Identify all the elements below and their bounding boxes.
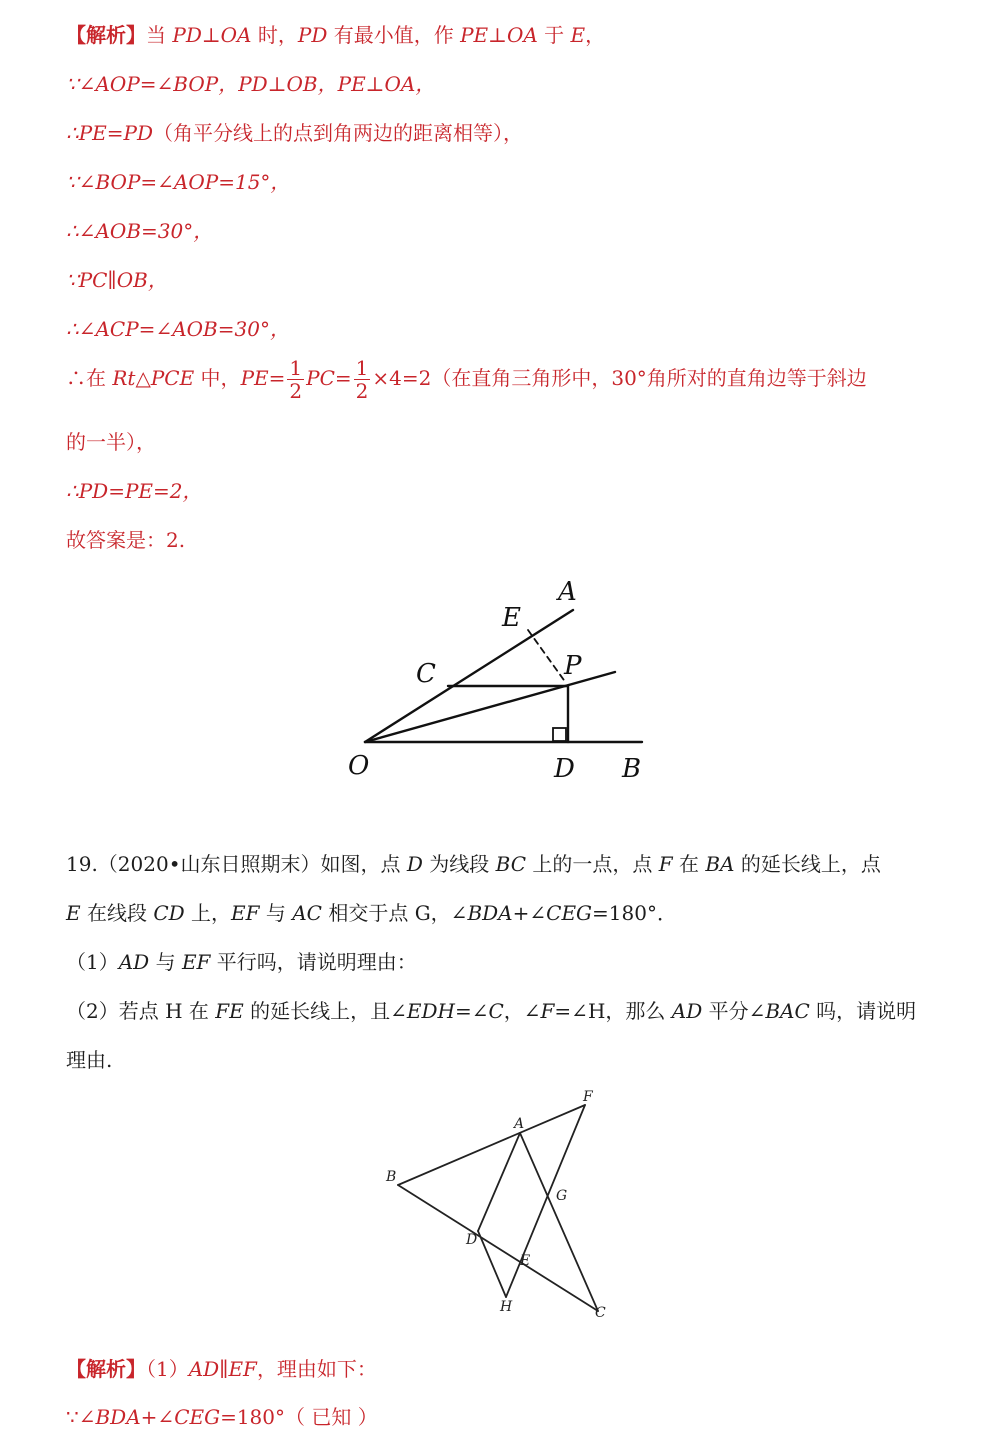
figure-angle-bisector xyxy=(340,570,680,790)
fraction-half-2: $\frac{1}{2}$ xyxy=(355,356,369,403)
problem19-line2: E 在线段 CD 上，EF 与 AC 相交于点 G，∠BDA+∠CEG=180°． xyxy=(66,901,677,925)
label-e: E xyxy=(520,1253,531,1269)
label-e: E xyxy=(502,603,521,633)
solution18-line7: ∴∠ACP=∠AOB=30°， xyxy=(66,317,290,341)
problem19-part2-cont: 理由. xyxy=(66,1048,113,1072)
solution18-line3: ∴PE=PD（角平分线上的点到角两边的距离相等）， xyxy=(66,121,524,145)
problem19-part1: （1）AD 与 EF 平行吗，请说明理由： xyxy=(66,950,417,974)
fraction-half-1: $\frac{1}{2}$ xyxy=(289,356,303,403)
solution18-line8: ∴在 Rt△PCE 中，PE= $\frac{1}{2}$ PC= $\frac{1}{2}$ ×4=2（在直角三角形中，30°角所对的直角边等于斜边 xyxy=(66,356,867,403)
solution18-line2: ∵∠AOP=∠BOP，PD⊥OB，PE⊥OA， xyxy=(66,72,436,96)
label-p: P xyxy=(564,651,582,681)
label-c: C xyxy=(595,1305,606,1321)
solution18-line11: 故答案是：2. xyxy=(66,528,186,552)
label-d: D xyxy=(466,1232,478,1248)
line-ac xyxy=(520,1133,598,1311)
label-f: F xyxy=(583,1089,593,1105)
solution19-line1: 【解析】（1）AD∥EF，理由如下： xyxy=(66,1357,377,1381)
line-oa xyxy=(365,610,573,742)
label-c: C xyxy=(416,659,436,689)
line-pe-dashed xyxy=(528,630,566,683)
solution18-line5: ∴∠AOB=30°， xyxy=(66,219,214,243)
label-o: O xyxy=(348,751,370,781)
solution18-line9: 的一半）， xyxy=(66,430,156,454)
label-d: D xyxy=(554,754,575,784)
label-b: B xyxy=(622,754,642,784)
right-angle-mark xyxy=(553,728,566,741)
line-op xyxy=(365,672,615,742)
solution18-line4: ∵∠BOP=∠AOP=15°， xyxy=(66,170,291,194)
label-a: A xyxy=(514,1116,525,1132)
problem19-line1: 19.（2020•山东日照期末）如图，点 D 为线段 BC 上的一点，点 F 在 BA 的延长线上，点 xyxy=(66,852,881,876)
solution18-line1: 【解析】当 PD⊥OA 时，PD 有最小值，作 PE⊥OA 于 E， xyxy=(66,23,606,47)
solution18-line10: ∴PD=PE=2， xyxy=(66,479,203,503)
label-h: H xyxy=(500,1299,513,1315)
label-g: G xyxy=(556,1188,568,1204)
solution19-line2: ∵∠BDA+∠CEG=180°（ 已知 ） xyxy=(66,1405,378,1429)
label-b: B xyxy=(386,1169,397,1185)
figure-triangle-parallel xyxy=(380,1085,620,1325)
label-a: A xyxy=(558,577,577,607)
problem19-part2: （2）若点 H 在 FE 的延长线上，且∠EDH=∠C，∠F=∠H，那么 AD 平分∠BAC 吗，请说明 xyxy=(66,999,917,1023)
line-bc xyxy=(398,1185,598,1311)
line-dh xyxy=(478,1231,506,1297)
solution18-line6: ∵PC∥OB， xyxy=(66,268,168,292)
